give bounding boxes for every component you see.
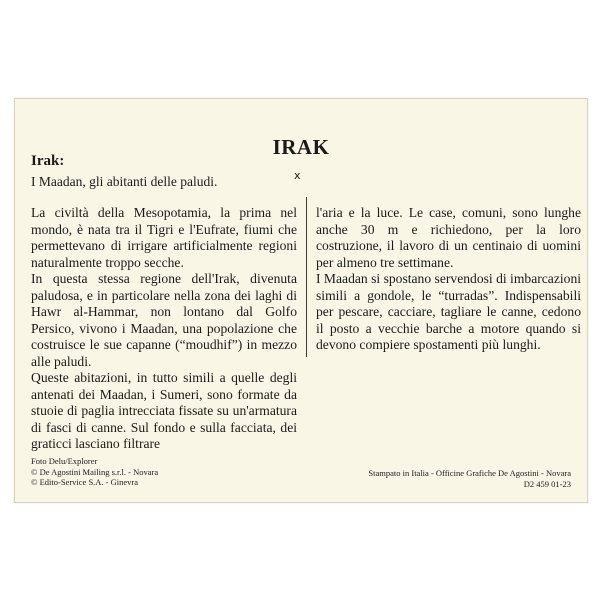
postcard-back [14, 98, 588, 503]
card-code: D2 459 01-23 [523, 478, 571, 489]
credit-line: © Edito-Service S.A. - Ginevra [31, 477, 139, 487]
paragraph: l'aria e la luce. Le case, comuni, sono lunghe anche 30 m e richiedono, per la loro costruzione, il lavoro di un centinaio di uomini per almeno tre settimane. [316, 205, 581, 270]
small-x-mark: x [294, 169, 301, 182]
subject-subtitle: I Maadan, gli abitanti delle paludi. [31, 174, 218, 189]
credit-line: © De Agostini Mailing s.r.l. - Novara [31, 466, 159, 477]
paragraph: La civiltà della Mesopotamia, la prima nel mondo, è nata tra il Tigri e l'Eufrate, fiumi che permettevano di irrigare artificialmente regioni naturalmente troppo secche. [31, 205, 297, 270]
left-column [31, 205, 297, 453]
printer-info [368, 468, 571, 489]
card-title: IRAK [272, 135, 330, 159]
paragraph: In questa stessa regione dell'Irak, divenuta paludosa, e in particolare nella zona dei laghi di Hawr al-Hammar, non lontano dal Golfo Persico, vivono i Maadan, una popolazione che costruisce le sue capanne (“moudhif”) in mezzo alle paludi. [31, 271, 297, 369]
column-divider [306, 197, 307, 357]
paragraph: Queste abitazioni, in tutto simili a quelle degli antenati dei Maadan, i Sumeri, sono formate da stuoie di paglia intrecciata fissate su un'armatura di fasci di canne. Sul fondo e sulla facciata, dei graticci lasciano filtrare [31, 370, 297, 451]
credit-line: Foto Delu/Explorer [31, 456, 98, 466]
right-column [316, 205, 581, 354]
photo-credits [31, 456, 158, 488]
printer-line: Stampato in Italia - Officine Grafiche De Agostini - Novara [368, 468, 571, 478]
subject-heading: Irak: [31, 153, 65, 169]
paragraph: I Maadan si spostano servendosi di imbarcazioni simili a gondole, le “turradas”. Indispensabili per pescare, cacciare, tagliare le canne, cedono il posto a vecchie barche a motore quando si devono compiere spostamenti più lunghi. [316, 271, 582, 352]
